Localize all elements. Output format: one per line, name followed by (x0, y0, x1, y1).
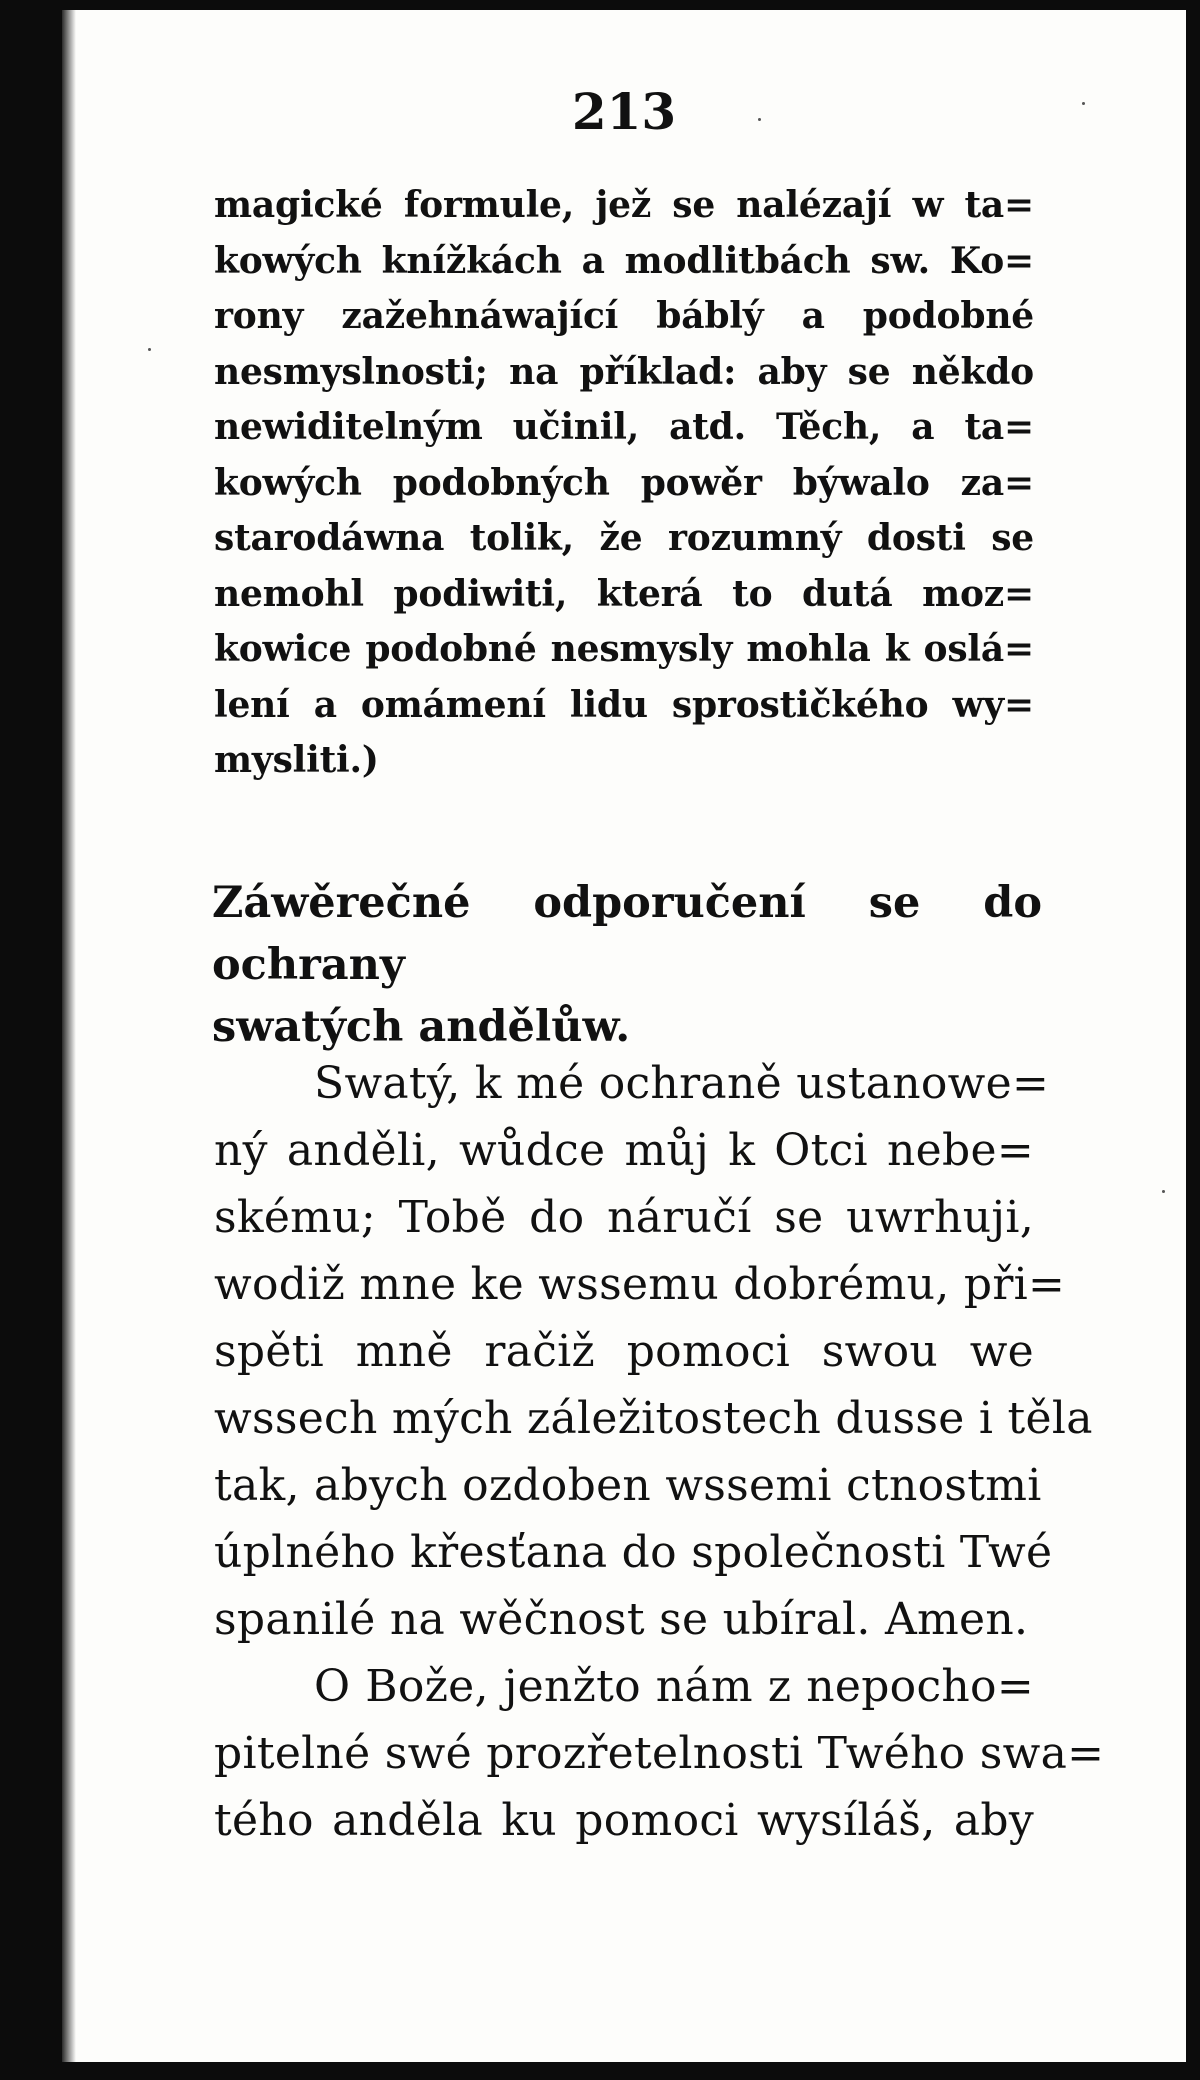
book-page (62, 10, 1186, 2062)
text-line: kowých knížkách a modlitbách sw. Ko= (214, 239, 1034, 282)
text-line: úplného křesťana do společnosti Twé (214, 1527, 1053, 1578)
text-line: magické formule, jež se nalézají w ta= (214, 184, 1034, 226)
section-heading (212, 872, 1042, 1058)
text-line: newiditelným učinil, atd. Těch, a ta= (214, 406, 1034, 448)
prayer-text (214, 1050, 1105, 1854)
paper-speck (1162, 1190, 1165, 1193)
text-line: tého anděla ku pomoci wysíláš, aby (214, 1795, 1034, 1846)
paper-speck (1082, 102, 1085, 105)
heading-line: swatých andělůw. (212, 1002, 631, 1052)
text-line: nemohl podiwiti, která to dutá moz= (214, 572, 1034, 615)
heading-line: Záwěrečné odporučení se do ochrany (212, 878, 1042, 990)
text-line: O Bože, jenžto nám z nepocho= (314, 1661, 1034, 1712)
text-line: wssech mých záležitostech dusse i těla (214, 1393, 1093, 1444)
paper-speck (148, 348, 151, 351)
text-line: spanilé na wěčnost se ubíral. Amen. (214, 1594, 1029, 1645)
text-line: wodiž mne ke wssemu dobrému, při= (214, 1259, 1066, 1310)
text-line: tak, abych ozdoben wssemi ctnostmi (214, 1460, 1042, 1511)
page-number: 213 (571, 82, 677, 141)
text-line: Swatý, k mé ochraně ustanowe= (314, 1058, 1050, 1109)
text-line: pitelné swé prozřetelnosti Twého swa= (214, 1728, 1105, 1779)
paper-speck (758, 118, 761, 121)
text-line: spěti mně račiž pomoci swou we (214, 1326, 1034, 1377)
text-line: ný anděli, wůdce můj k Otci nebe= (214, 1125, 1034, 1176)
text-line: kowých podobných powěr býwalo za= (214, 461, 1034, 504)
intro-paragraph (214, 178, 1034, 789)
text-line: starodáwna tolik, že rozumný dosti se (214, 517, 1034, 559)
text-line: lení a omámení lidu sprostičkého wy= (214, 683, 1034, 726)
text-line: rony zažehnáwající báblý a podobné (214, 295, 1034, 337)
text-line: skému; Tobě do náručí se uwrhuji, (214, 1192, 1034, 1243)
gutter-shadow (62, 10, 76, 2062)
text-line: nesmyslnosti; na příklad: aby se někdo (214, 350, 1034, 393)
text-line: kowice podobné nesmysly mohla k oslá= (214, 628, 1034, 670)
text-line: mysliti.) (214, 739, 379, 781)
